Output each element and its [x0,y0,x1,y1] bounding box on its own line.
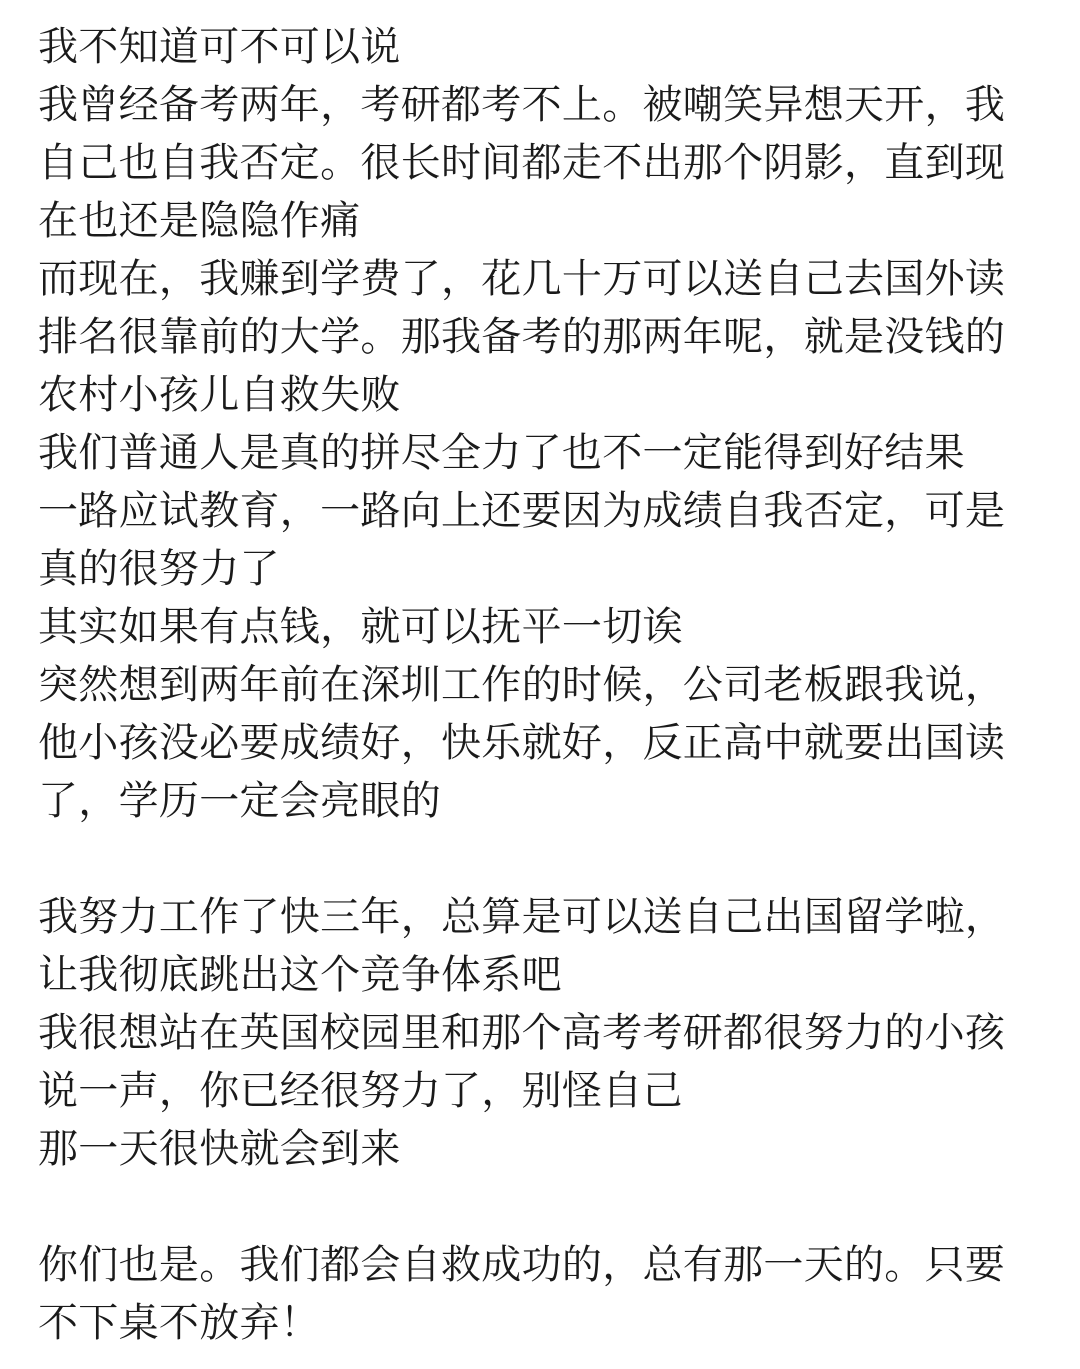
paragraph-11: 你们也是。我们都会自救成功的，总有那一天的。只要不下桌不放弃！ [38,1242,1006,1346]
blank-line [38,1178,1028,1236]
paragraph-1: 我不知道可不可以说 [38,24,401,70]
paragraph-6: 其实如果有点钱，就可以抚平一切诶 [38,604,683,650]
paragraph-4: 我们普通人是真的拼尽全力了也不一定能得到好结果 [38,430,965,476]
paragraph-10: 那一天很快就会到来 [38,1126,401,1172]
paragraph-2: 我曾经备考两年，考研都考不上。被嘲笑异想天开，我自己也自我否定。很长时间都走不出那个阴影，直到现在也还是隐隐作痛 [38,82,1006,244]
paragraph-7: 突然想到两年前在深圳工作的时候，公司老板跟我说，他小孩没必要成绩好，快乐就好，反正高中就要出国读了，学历一定会亮眼的 [38,662,1006,824]
paragraph-9: 我很想站在英国校园里和那个高考考研都很努力的小孩说一声，你已经很努力了，别怪自己 [38,1010,1006,1114]
paragraph-3: 而现在，我赚到学费了，花几十万可以送自己去国外读排名很靠前的大学。那我备考的那两年呢，就是没钱的农村小孩儿自救失败 [38,256,1006,418]
paragraph-5: 一路应试教育，一路向上还要因为成绩自我否定，可是真的很努力了 [38,488,1006,592]
blank-line [38,830,1028,888]
post-body [38,18,1028,1352]
paragraph-8: 我努力工作了快三年，总算是可以送自己出国留学啦，让我彻底跳出这个竞争体系吧 [38,894,1006,998]
